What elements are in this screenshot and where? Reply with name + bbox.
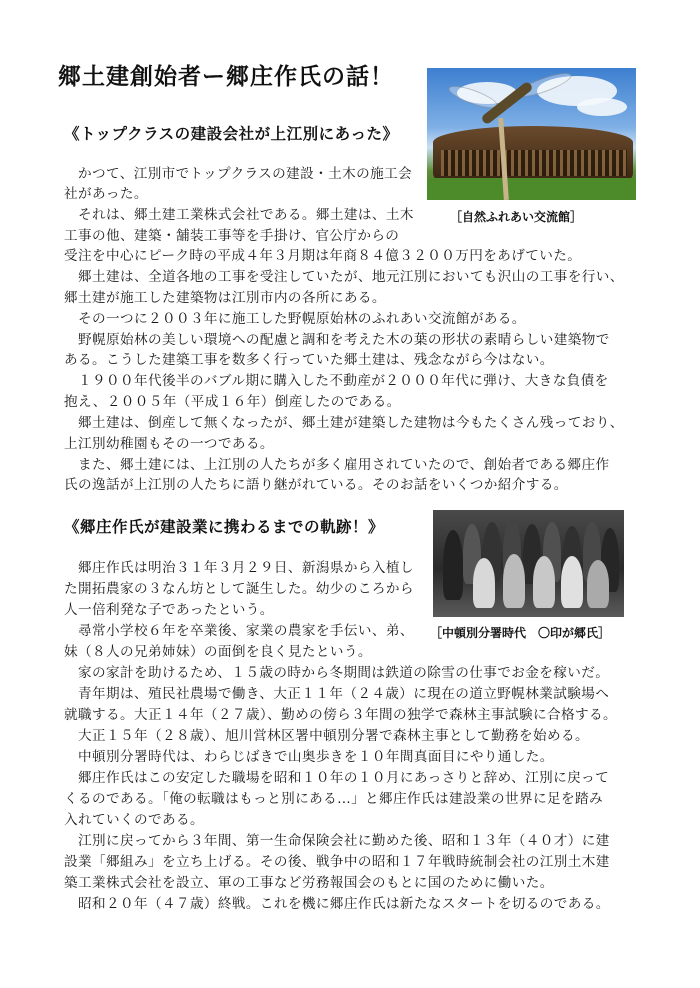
paragraph-line: 野幌原始林の美しい環境への配慮と調和を考えた木の葉の形状の素晴らしい建築物で [64,332,610,348]
paragraph-line: 受注を中心にピーク時の平成４年３月期は年商８４億３２００万円をあげていた。 [64,248,582,264]
paragraph-line: 郷土建は、全道各地の工事を受注していたが、地元江別においても沢山の工事を行い、 [64,269,624,285]
paragraph-line: 大正１５年（２８歳）、旭川営林区署中頓別分署で森林主事として勤務を始める。 [64,728,589,744]
page-title: 郷土建創始者ー郷庄作氏の話！ [58,64,394,90]
paragraph-line: 氏の逸話が上江別の人たちに語り継がれている。そのお話をいくつか紹介する。 [64,477,568,493]
paragraph-line: 社があった。 [64,186,148,202]
paragraph-line: １９００年代後半のバブル期に購入した不動産が２０００年代に弾け、大きな負債を [64,373,609,389]
group-photo [433,510,624,617]
photo-caption-group: ［中頓別分署時代 〇印が郷氏］ [430,626,611,640]
paragraph-line: 人一倍利発な子であったという。 [64,602,274,618]
photo-caption-nature-center: ［自然ふれあい交流館］ [450,210,583,224]
paragraph-line: それは、郷土建工業株式会社である。郷土建は、土木 [64,207,414,223]
nature-center-photo [427,68,636,200]
paragraph-line: 設業「郷組み」を立ち上げる。その後、戦争中の昭和１７年戦時統制会社の江別土木建 [64,854,610,870]
section-heading-2: 《郷庄作氏が建設業に携わるまでの軌跡！》 [64,518,385,536]
paragraph-line: 上江別幼稚園もその一つである。 [64,436,274,452]
paragraph-line: 家の家計を助けるため、１５歳の時から冬期間は鉄道の除雪の仕事でお金を稼いだ。 [64,665,610,681]
paragraph-line: 郷庄作氏は明治３１年３月２９日、新潟県から入植し [64,560,414,576]
paragraph-line: 抱え、２００５年（平成１６年）倒産したのである。 [64,394,401,410]
paragraph-line: 工事の他、建築・舗装工事等を手掛け、官公庁からの [64,228,400,244]
paragraph-line: かつて、江別市でトップクラスの建設・土木の施工会 [64,166,413,182]
paragraph-line: た開拓農家の３なん坊として誕生した。幼少のころから [64,581,414,597]
paragraph-line: また、郷土建には、上江別の人たちが多く雇用されていたので、創始者である郷庄作 [64,457,610,473]
paragraph-line: 入れていくのである。 [64,812,204,828]
section-heading-1: 《トップクラスの建設会社が上江別にあった》 [64,125,399,143]
paragraph-line: ある。こうした建築工事を数多く行っていた郷土建は、残念ながら今はない。 [64,352,554,368]
paragraph-line: 就職する。大正１４年（２７歳）、勤めの傍ら３年間の独学で森林主事試験に合格する。 [64,707,617,723]
paragraph-line: 中頓別分署時代は、わらじばきで山奥歩きを１０年間真面目にやり通した。 [64,749,554,765]
paragraph-line: 尋常小学校６年を卒業後、家業の農家を手伝い、弟、 [64,623,414,639]
paragraph-line: くるのである。「俺の転職はもっと別にある…」と郷庄作氏は建設業の世界に足を踏み [64,791,603,807]
paragraph-line: 郷土建は、倒産して無くなったが、郷土建が建築した建物は今もたくさん残っており、 [64,415,624,431]
paragraph-line: 江別に戻ってから３年間、第一生命保険会社に勤めた後、昭和１３年（４０才）に建 [64,833,610,849]
paragraph-line: 妹（８人の兄弟姉妹）の面倒を良く見たという。 [64,644,372,660]
paragraph-line: その一つに２００３年に施工した野幌原始林のふれあい交流館がある。 [64,311,526,327]
paragraph-line: 郷土建が施工した建築物は江別市内の各所にある。 [64,290,386,306]
paragraph-line: 昭和２０年（４７歳）終戦。これを機に郷庄作氏は新たなスタートを切るのである。 [64,896,610,912]
paragraph-line: 築工業株式会社を設立、軍の工事など労務報国会のもとに国のために働いた。 [64,875,554,891]
paragraph-line: 郷庄作氏はこの安定した職場を昭和１０年の１０月にあっさりと辞め、江別に戻って [64,770,610,786]
paragraph-line: 青年期は、殖民社農場で働き、大正１１年（２４歳）に現在の道立野幌林業試験場へ [64,686,610,702]
